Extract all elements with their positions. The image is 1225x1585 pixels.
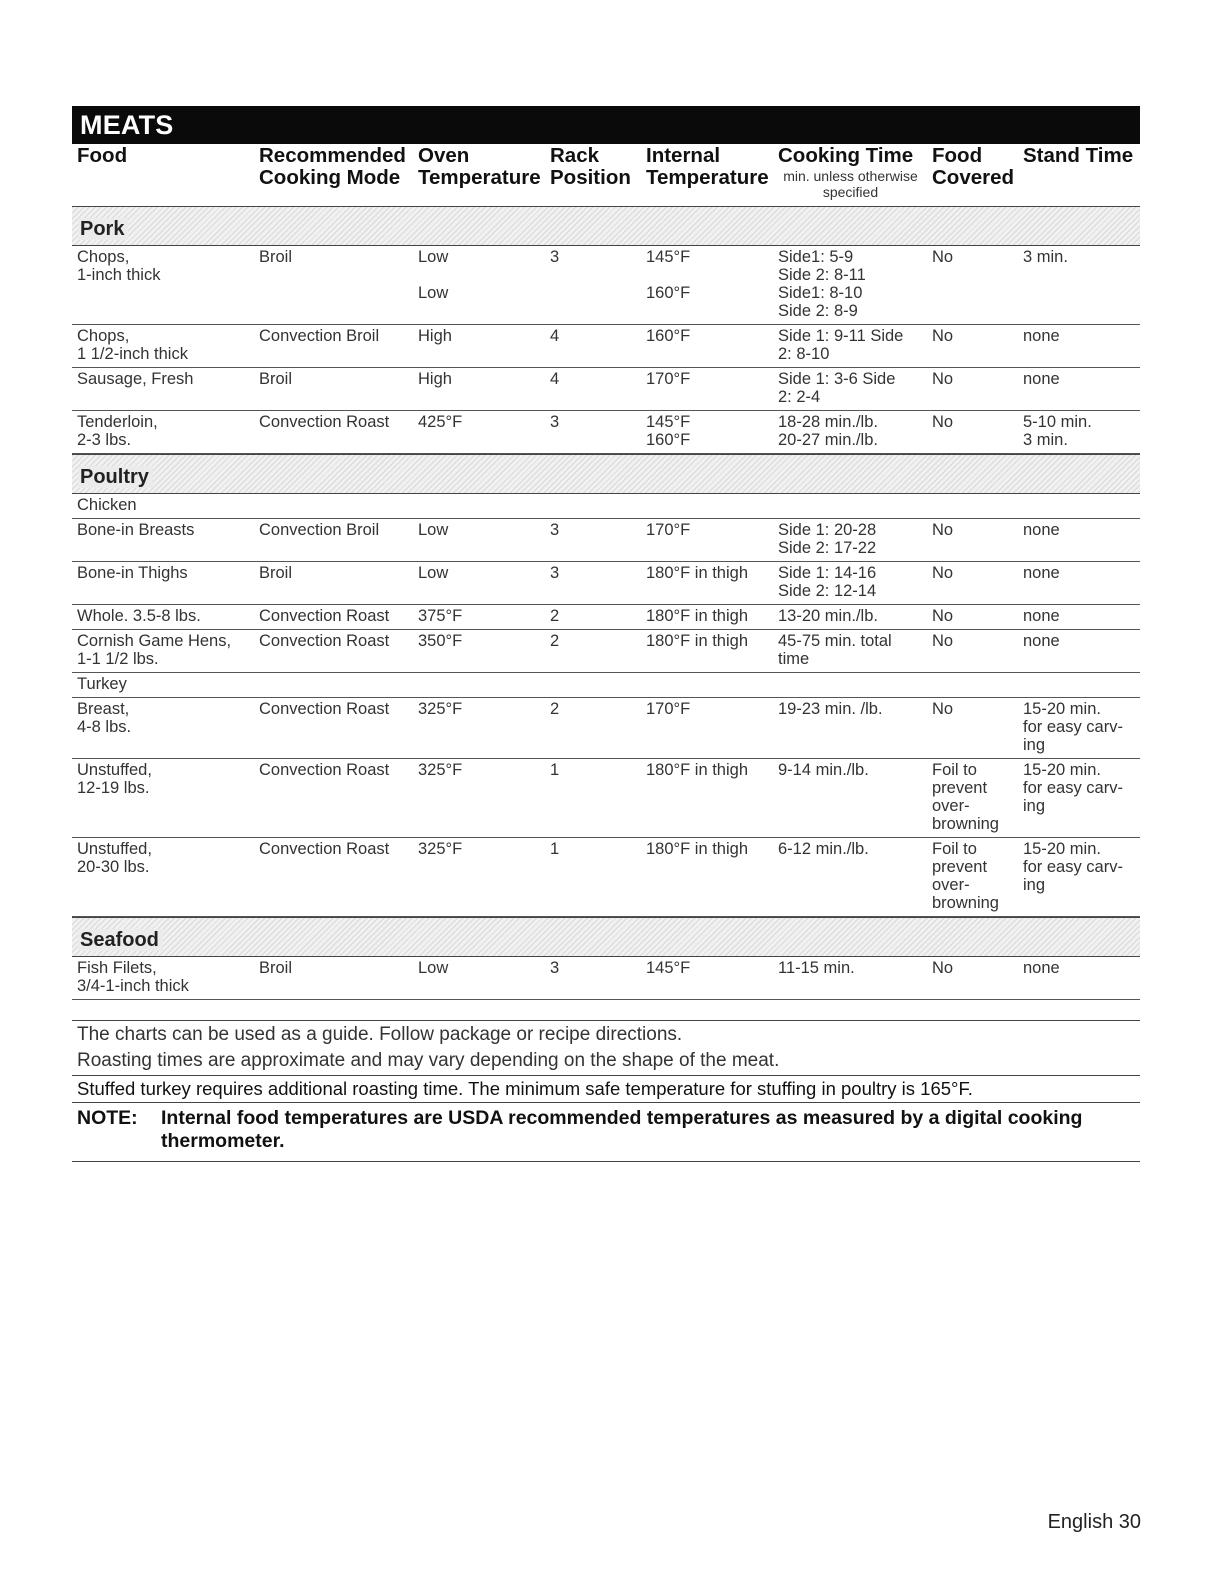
table-cell: 375°F bbox=[418, 607, 463, 625]
table-cell: Broil bbox=[259, 248, 293, 266]
table-cell: 3 bbox=[550, 413, 560, 431]
table-cell: 160°F bbox=[646, 327, 691, 345]
section-title: Poultry bbox=[78, 466, 153, 488]
column-header-line2: min. unless otherwise specified bbox=[783, 168, 918, 200]
column-header-line2: Covered bbox=[932, 166, 1015, 189]
section-title: Pork bbox=[78, 218, 128, 240]
table-cell: Side 1: 3-6 Side 2: 2-4 bbox=[778, 370, 896, 406]
table-cell: 180°F in thigh bbox=[646, 632, 748, 650]
section-title: Seafood bbox=[78, 929, 163, 951]
page-footer: English 30 bbox=[1047, 1511, 1141, 1533]
table-cell: Side1: 5-9 Side 2: 8-11 Side1: 8-10 Side 2: 8-9 bbox=[778, 248, 866, 320]
table-cell: Breast, 4-8 lbs. bbox=[77, 700, 132, 736]
guide-notes bbox=[72, 1021, 1140, 1076]
table-cell: Side 1: 14-16 Side 2: 12-14 bbox=[778, 564, 877, 600]
table-cell: 180°F in thigh bbox=[646, 607, 748, 625]
table-row bbox=[72, 411, 1140, 454]
table-cell: Convection Broil bbox=[259, 521, 380, 539]
table-cell: No bbox=[932, 632, 954, 650]
table-cell: No bbox=[932, 248, 954, 266]
column-header-line1: Rack bbox=[550, 144, 600, 167]
table-cell: Tenderloin, 2-3 lbs. bbox=[77, 413, 158, 449]
table-cell: No bbox=[932, 959, 954, 977]
table-cell: none bbox=[1023, 521, 1060, 539]
table-header bbox=[72, 144, 1140, 206]
table-cell: none bbox=[1023, 607, 1060, 625]
table-cell: Broil bbox=[259, 959, 293, 977]
note-label: NOTE: bbox=[77, 1107, 138, 1129]
table-cell: none bbox=[1023, 564, 1060, 582]
table-row bbox=[72, 605, 1140, 630]
table-cell: High bbox=[418, 327, 452, 345]
column-header bbox=[641, 145, 773, 200]
table-cell: Sausage, Fresh bbox=[77, 370, 194, 388]
column-header-line1: Cooking Time bbox=[778, 144, 914, 167]
section-header bbox=[72, 917, 1140, 957]
column-header-line2: Temperature bbox=[646, 166, 769, 189]
table-cell: 13-20 min./lb. bbox=[778, 607, 878, 625]
table-banner: MEATS bbox=[72, 106, 1140, 144]
table-cell: High bbox=[418, 370, 452, 388]
table-cell: 3 bbox=[550, 521, 560, 539]
table-cell: Low bbox=[418, 521, 449, 539]
column-header bbox=[254, 145, 413, 200]
table-cell: 145°F 160°F bbox=[646, 248, 691, 302]
table-cell: 2 bbox=[550, 632, 560, 650]
column-header-line2: Cooking Mode bbox=[259, 166, 401, 189]
table-cell: Side 1: 9-11 Side 2: 8-10 bbox=[778, 327, 904, 363]
stuffed-turkey-note: Stuffed turkey requires additional roasting time. The minimum safe temperature for stuffing in poultry is 165°F. bbox=[72, 1076, 1140, 1103]
column-header-line1: Internal bbox=[646, 144, 721, 167]
table-cell: Chops, 1 1/2-inch thick bbox=[77, 327, 188, 363]
table-cell: Convection Roast bbox=[259, 700, 390, 718]
table-cell: 19-23 min. /lb. bbox=[778, 700, 883, 718]
table-cell: 170°F bbox=[646, 700, 691, 718]
table-row bbox=[72, 562, 1140, 605]
table-cell: 325°F bbox=[418, 700, 463, 718]
table-cell: 5-10 min. 3 min. bbox=[1023, 413, 1092, 449]
table-row bbox=[72, 630, 1140, 673]
table-cell: 3 min. bbox=[1023, 248, 1068, 266]
table-cell: No bbox=[932, 327, 954, 345]
note-text: Internal food temperatures are USDA recommended temperatures as measured by a digital cooking thermometer. bbox=[161, 1107, 1083, 1152]
meats-chart bbox=[72, 106, 1140, 1162]
table-cell: 2 bbox=[550, 700, 560, 718]
table-cell: 145°F 160°F bbox=[646, 413, 691, 449]
table-cell: Convection Broil bbox=[259, 327, 380, 345]
table-cell: Broil bbox=[259, 564, 293, 582]
column-header bbox=[72, 145, 254, 200]
table-cell: Chops, 1-inch thick bbox=[77, 248, 161, 284]
table-cell: 3 bbox=[550, 959, 560, 977]
table-cell: No bbox=[932, 521, 954, 539]
table-cell: 350°F bbox=[418, 632, 463, 650]
table-cell: none bbox=[1023, 327, 1060, 345]
table-cell: Convection Roast bbox=[259, 840, 390, 858]
table-row bbox=[72, 957, 1140, 1000]
table-cell: 170°F bbox=[646, 370, 691, 388]
table-cell: Convection Roast bbox=[259, 632, 390, 650]
usda-note bbox=[72, 1103, 1140, 1162]
table-cell: 4 bbox=[550, 327, 560, 345]
column-header bbox=[773, 145, 927, 200]
table-cell: Convection Roast bbox=[259, 413, 390, 431]
column-header-line1: Recommended bbox=[259, 144, 406, 167]
table-cell: Fish Filets, 3/4-1-inch thick bbox=[77, 959, 189, 995]
column-header bbox=[1018, 145, 1140, 200]
table-cell: No bbox=[932, 370, 954, 388]
table-cell: 11-15 min. bbox=[778, 959, 855, 977]
column-header bbox=[413, 145, 545, 200]
table-cell: Whole. 3.5-8 lbs. bbox=[77, 607, 201, 625]
table-cell: 1 bbox=[550, 761, 560, 779]
table-cell: 18-28 min./lb. 20-27 min./lb. bbox=[778, 413, 878, 449]
column-header-line2: Position bbox=[550, 166, 631, 189]
table-cell: No bbox=[932, 700, 954, 718]
table-cell: 180°F in thigh bbox=[646, 564, 748, 582]
column-header-line2: Temperature bbox=[418, 166, 541, 189]
guide-note-1: The charts can be used as a guide. Follow package or recipe directions. bbox=[77, 1024, 683, 1045]
table-row bbox=[72, 698, 1140, 759]
table-cell: 3 bbox=[550, 248, 560, 266]
column-header-line1: Food bbox=[932, 144, 983, 167]
table-row bbox=[72, 325, 1140, 368]
table-cell: 145°F bbox=[646, 959, 691, 977]
table-cell: none bbox=[1023, 632, 1060, 650]
table-cell: 1 bbox=[550, 840, 560, 858]
column-header-line1: Stand Time bbox=[1023, 144, 1134, 167]
column-header bbox=[545, 145, 641, 200]
column-header bbox=[927, 145, 1018, 200]
column-header-line1: Food bbox=[77, 144, 128, 167]
table-cell: none bbox=[1023, 370, 1060, 388]
table-cell: 3 bbox=[550, 564, 560, 582]
table-cell: 170°F bbox=[646, 521, 691, 539]
table-cell: 325°F bbox=[418, 761, 463, 779]
table-cell: 2 bbox=[550, 607, 560, 625]
table-cell: 180°F in thigh bbox=[646, 761, 748, 779]
table-cell: 15-20 min. for easy carv- ing bbox=[1023, 840, 1123, 894]
table-cell: No bbox=[932, 413, 954, 431]
table-cell: 15-20 min. for easy carv- ing bbox=[1023, 700, 1123, 754]
subgroup-label: Chicken bbox=[72, 494, 1140, 519]
subgroup-label: Turkey bbox=[72, 673, 1140, 698]
table-cell: Unstuffed, 12-19 lbs. bbox=[77, 761, 152, 797]
section-header bbox=[72, 206, 1140, 246]
section-header bbox=[72, 454, 1140, 494]
table-cell: Side 1: 20-28 Side 2: 17-22 bbox=[778, 521, 877, 557]
table-cell: 425°F bbox=[418, 413, 463, 431]
table-cell: 45-75 min. total time bbox=[778, 632, 892, 668]
table-cell: 4 bbox=[550, 370, 560, 388]
table-cell: Broil bbox=[259, 370, 293, 388]
table-row bbox=[72, 838, 1140, 917]
table-cell: Foil to prevent over- browning bbox=[932, 761, 999, 833]
table-row bbox=[72, 519, 1140, 562]
table-cell: Bone-in Thighs bbox=[77, 564, 188, 582]
table-cell: Foil to prevent over- browning bbox=[932, 840, 999, 912]
table-cell: Low bbox=[418, 564, 449, 582]
column-header-line1: Oven bbox=[418, 144, 470, 167]
table-cell: 180°F in thigh bbox=[646, 840, 748, 858]
table-cell: Convection Roast bbox=[259, 607, 390, 625]
table-row bbox=[72, 368, 1140, 411]
table-cell: No bbox=[932, 607, 954, 625]
table-cell: 325°F bbox=[418, 840, 463, 858]
table-cell: Cornish Game Hens, 1-1 1/2 lbs. bbox=[77, 632, 232, 668]
guide-note-2: Roasting times are approximate and may vary depending on the shape of the meat. bbox=[77, 1050, 780, 1071]
table-cell: 6-12 min./lb. bbox=[778, 840, 869, 858]
table-cell: Low Low bbox=[418, 248, 449, 302]
table-cell: none bbox=[1023, 959, 1060, 977]
table-cell: Low bbox=[418, 959, 449, 977]
table-cell: Bone-in Breasts bbox=[77, 521, 195, 539]
table-cell: Convection Roast bbox=[259, 761, 390, 779]
notes-block bbox=[72, 1020, 1140, 1162]
table-cell: No bbox=[932, 564, 954, 582]
table-cell: 15-20 min. for easy carv- ing bbox=[1023, 761, 1123, 815]
table-row bbox=[72, 759, 1140, 838]
table-cell: Unstuffed, 20-30 lbs. bbox=[77, 840, 152, 876]
table-body bbox=[72, 206, 1140, 1000]
table-row bbox=[72, 246, 1140, 325]
table-cell: 9-14 min./lb. bbox=[778, 761, 869, 779]
